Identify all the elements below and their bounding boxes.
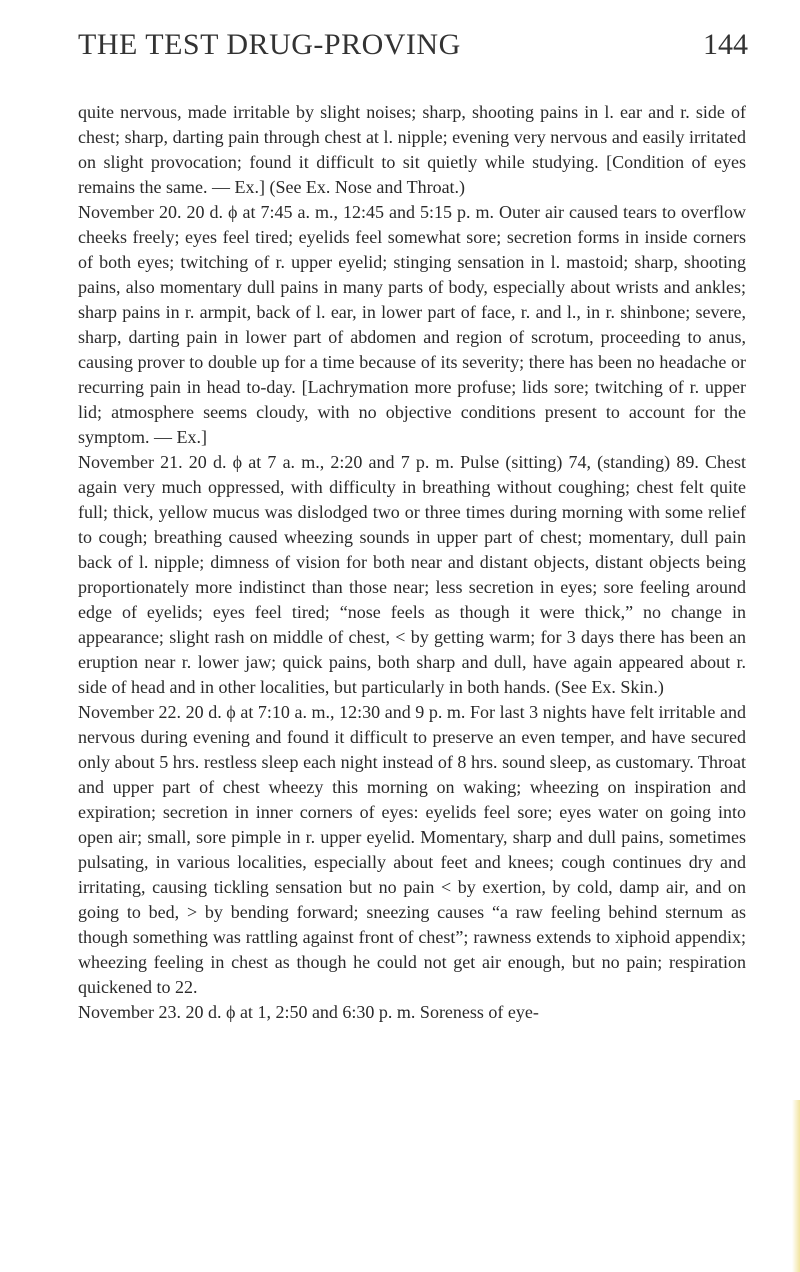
- paragraph-november-21: November 21. 20 d. ϕ at 7 a. m., 2:20 and 7 p. m. Pulse (sitting) 74, (standing) 89. Chest again very much oppressed, with difficulty in breathing without coughing; chest felt quite full; thick, yellow mucus was dislodged two or three times during morning with some relief to cough; breathing caused wheezing sounds in upper part of chest; momentary, dull pain back of l. nipple; dimness of vision for both near and distant objects, distant objects being proportionately more indistinct than those near; less secretion in eyes; sore feeling around edge of eyelids; eyes feel tired; “nose feels as though it were thick,” no change in appearance; slight rash on middle of chest, < by getting warm; for 3 days there has been an eruption near r. lower jaw; quick pains, both sharp and dull, have again appeared about r. side of head and in other localities, but particularly in both hands. (See Ex. Skin.): [78, 452, 746, 697]
- page-number: 144: [703, 28, 748, 61]
- running-title: THE TEST DRUG-PROVING: [78, 28, 461, 61]
- body-text: [78, 100, 746, 1025]
- paragraph-november-20: November 20. 20 d. ϕ at 7:45 a. m., 12:45 and 5:15 p. m. Outer air caused tears to overflow cheeks freely; eyes feel tired; eyelids feel somewhat sore; secretion forms in inside corners of both eyes; twitching of r. upper eyelid; stinging sensation in l. mastoid; sharp, shooting pains, also momentary dull pains in many parts of body, especially about wrists and ankles; sharp pains in r. armpit, back of l. ear, in lower part of face, r. and l., in r. shinbone; severe, sharp, darting pain in lower part of abdomen and region of scrotum, proceeding to anus, causing prover to double up for a time because of its severity; there has been no headache or recurring pain in head to-day. [Lachrymation more profuse; lids sore; twitching of r. upper lid; atmosphere seems cloudy, with no objective conditions present to account for the symptom. — Ex.]: [78, 202, 746, 447]
- page-edge-discoloration: [792, 1100, 800, 1272]
- paragraph-continuation: quite nervous, made irritable by slight noises; sharp, shooting pains in l. ear and r. side of chest; sharp, darting pain through chest at l. nipple; evening very nervous and easily irritated on slight provocation; found it difficult to sit quietly while studying. [Condition of eyes remains the same. — Ex.] (See Ex. Nose and Throat.): [78, 102, 746, 197]
- paragraph-november-23: November 23. 20 d. ϕ at 1, 2:50 and 6:30 p. m. Soreness of eye-: [78, 1002, 539, 1022]
- running-header: [78, 28, 748, 68]
- paragraph-november-22: November 22. 20 d. ϕ at 7:10 a. m., 12:30 and 9 p. m. For last 3 nights have felt irritable and nervous during evening and found it difficult to preserve an even temper, and have secured only about 5 hrs. restless sleep each night instead of 8 hrs. sound sleep, as customary. Throat and upper part of chest wheezy this morning on waking; wheezing on inspiration and expiration; secretion in inner corners of eyes: eyelids feel sore; eyes water on going into open air; small, sore pimple in r. upper eyelid. Momentary, sharp and dull pains, sometimes pulsating, in various localities, especially about feet and knees; cough continues dry and irritating, causing tickling sensation but no pain < by exertion, by cold, damp air, and on going to bed, > by bending forward; sneezing causes “a raw feeling behind sternum as though something was rattling against front of chest”; rawness extends to xiphoid appendix; wheezing feeling in chest as though he could not get air enough, but no pain; respiration quickened to 22.: [78, 702, 746, 997]
